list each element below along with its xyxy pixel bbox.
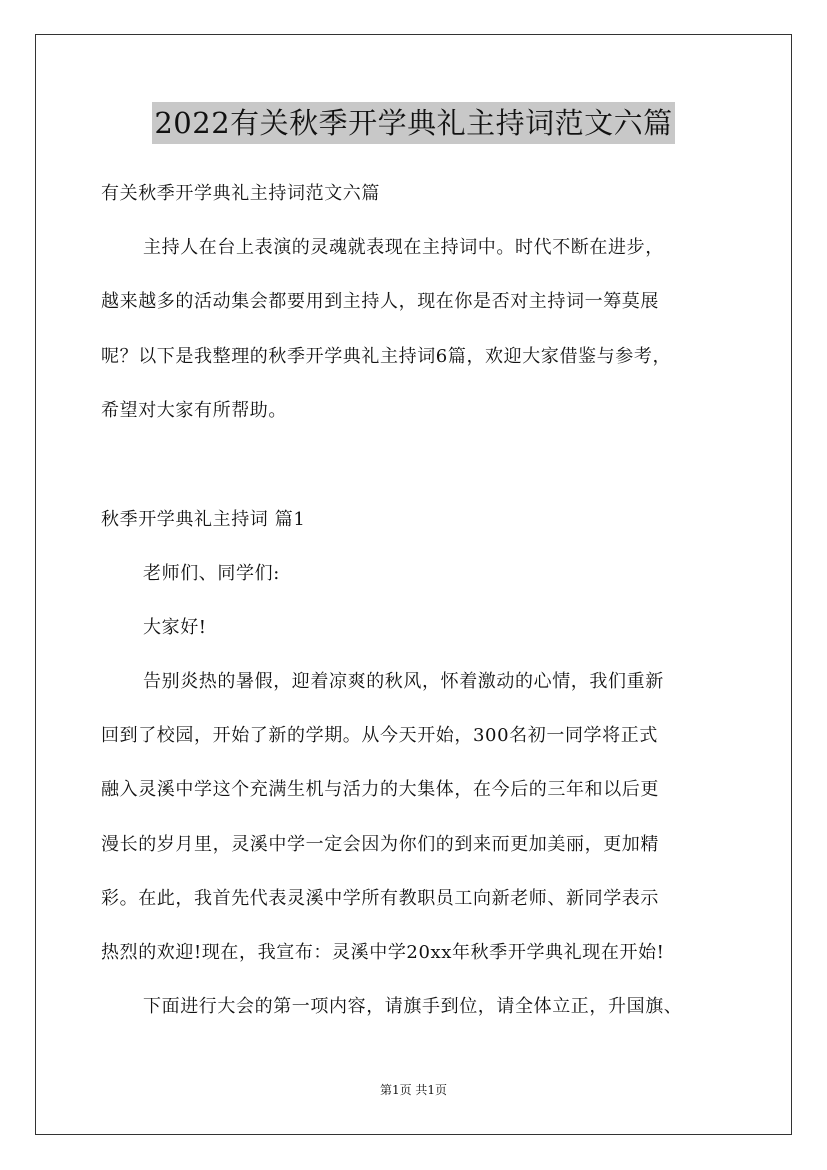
hello-line: 大家好! [143,617,207,638]
page-footer: 第1页 共1页 [379,1083,448,1097]
intro-line: 呢？以下是我整理的秋季开学典礼主持词6篇，欢迎大家借鉴与参考， [101,346,672,367]
greeting-line: 老师们、同学们: [143,563,280,584]
title-container [0,102,827,144]
paragraph-line: 漫长的岁月里，灵溪中学一定会因为你们的到来而更加美丽，更加精 [101,834,659,855]
paragraph-line: 热烈的欢迎!现在，我宣布：灵溪中学20xx年秋季开学典礼现在开始! [101,942,665,963]
document-subtitle: 有关秋季开学典礼主持词范文六篇 [101,183,380,204]
intro-line: 主持人在台上表演的灵魂就表现在主持词中。时代不断在进步， [143,237,664,258]
paragraph-line: 回到了校园，开始了新的学期。从今天开始，300名初一同学将正式 [101,725,658,746]
paragraph-line: 融入灵溪中学这个充满生机与活力的大集体，在今后的三年和以后更 [101,779,659,800]
paragraph-line: 彩。在此，我首先代表灵溪中学所有教职员工向新老师、新同学表示 [101,888,659,909]
intro-line: 希望对大家有所帮助。 [101,400,287,421]
paragraph-line: 下面进行大会的第一项内容，请旗手到位，请全体立正，升国旗、 [143,996,683,1017]
document-title: 2022有关秋季开学典礼主持词范文六篇 [152,102,674,144]
intro-line: 越来越多的活动集会都要用到主持人，现在你是否对主持词一筹莫展 [101,291,659,312]
paragraph-line: 告别炎热的暑假，迎着凉爽的秋风，怀着激动的心情，我们重新 [143,671,664,692]
section-heading: 秋季开学典礼主持词 篇1 [101,509,306,530]
